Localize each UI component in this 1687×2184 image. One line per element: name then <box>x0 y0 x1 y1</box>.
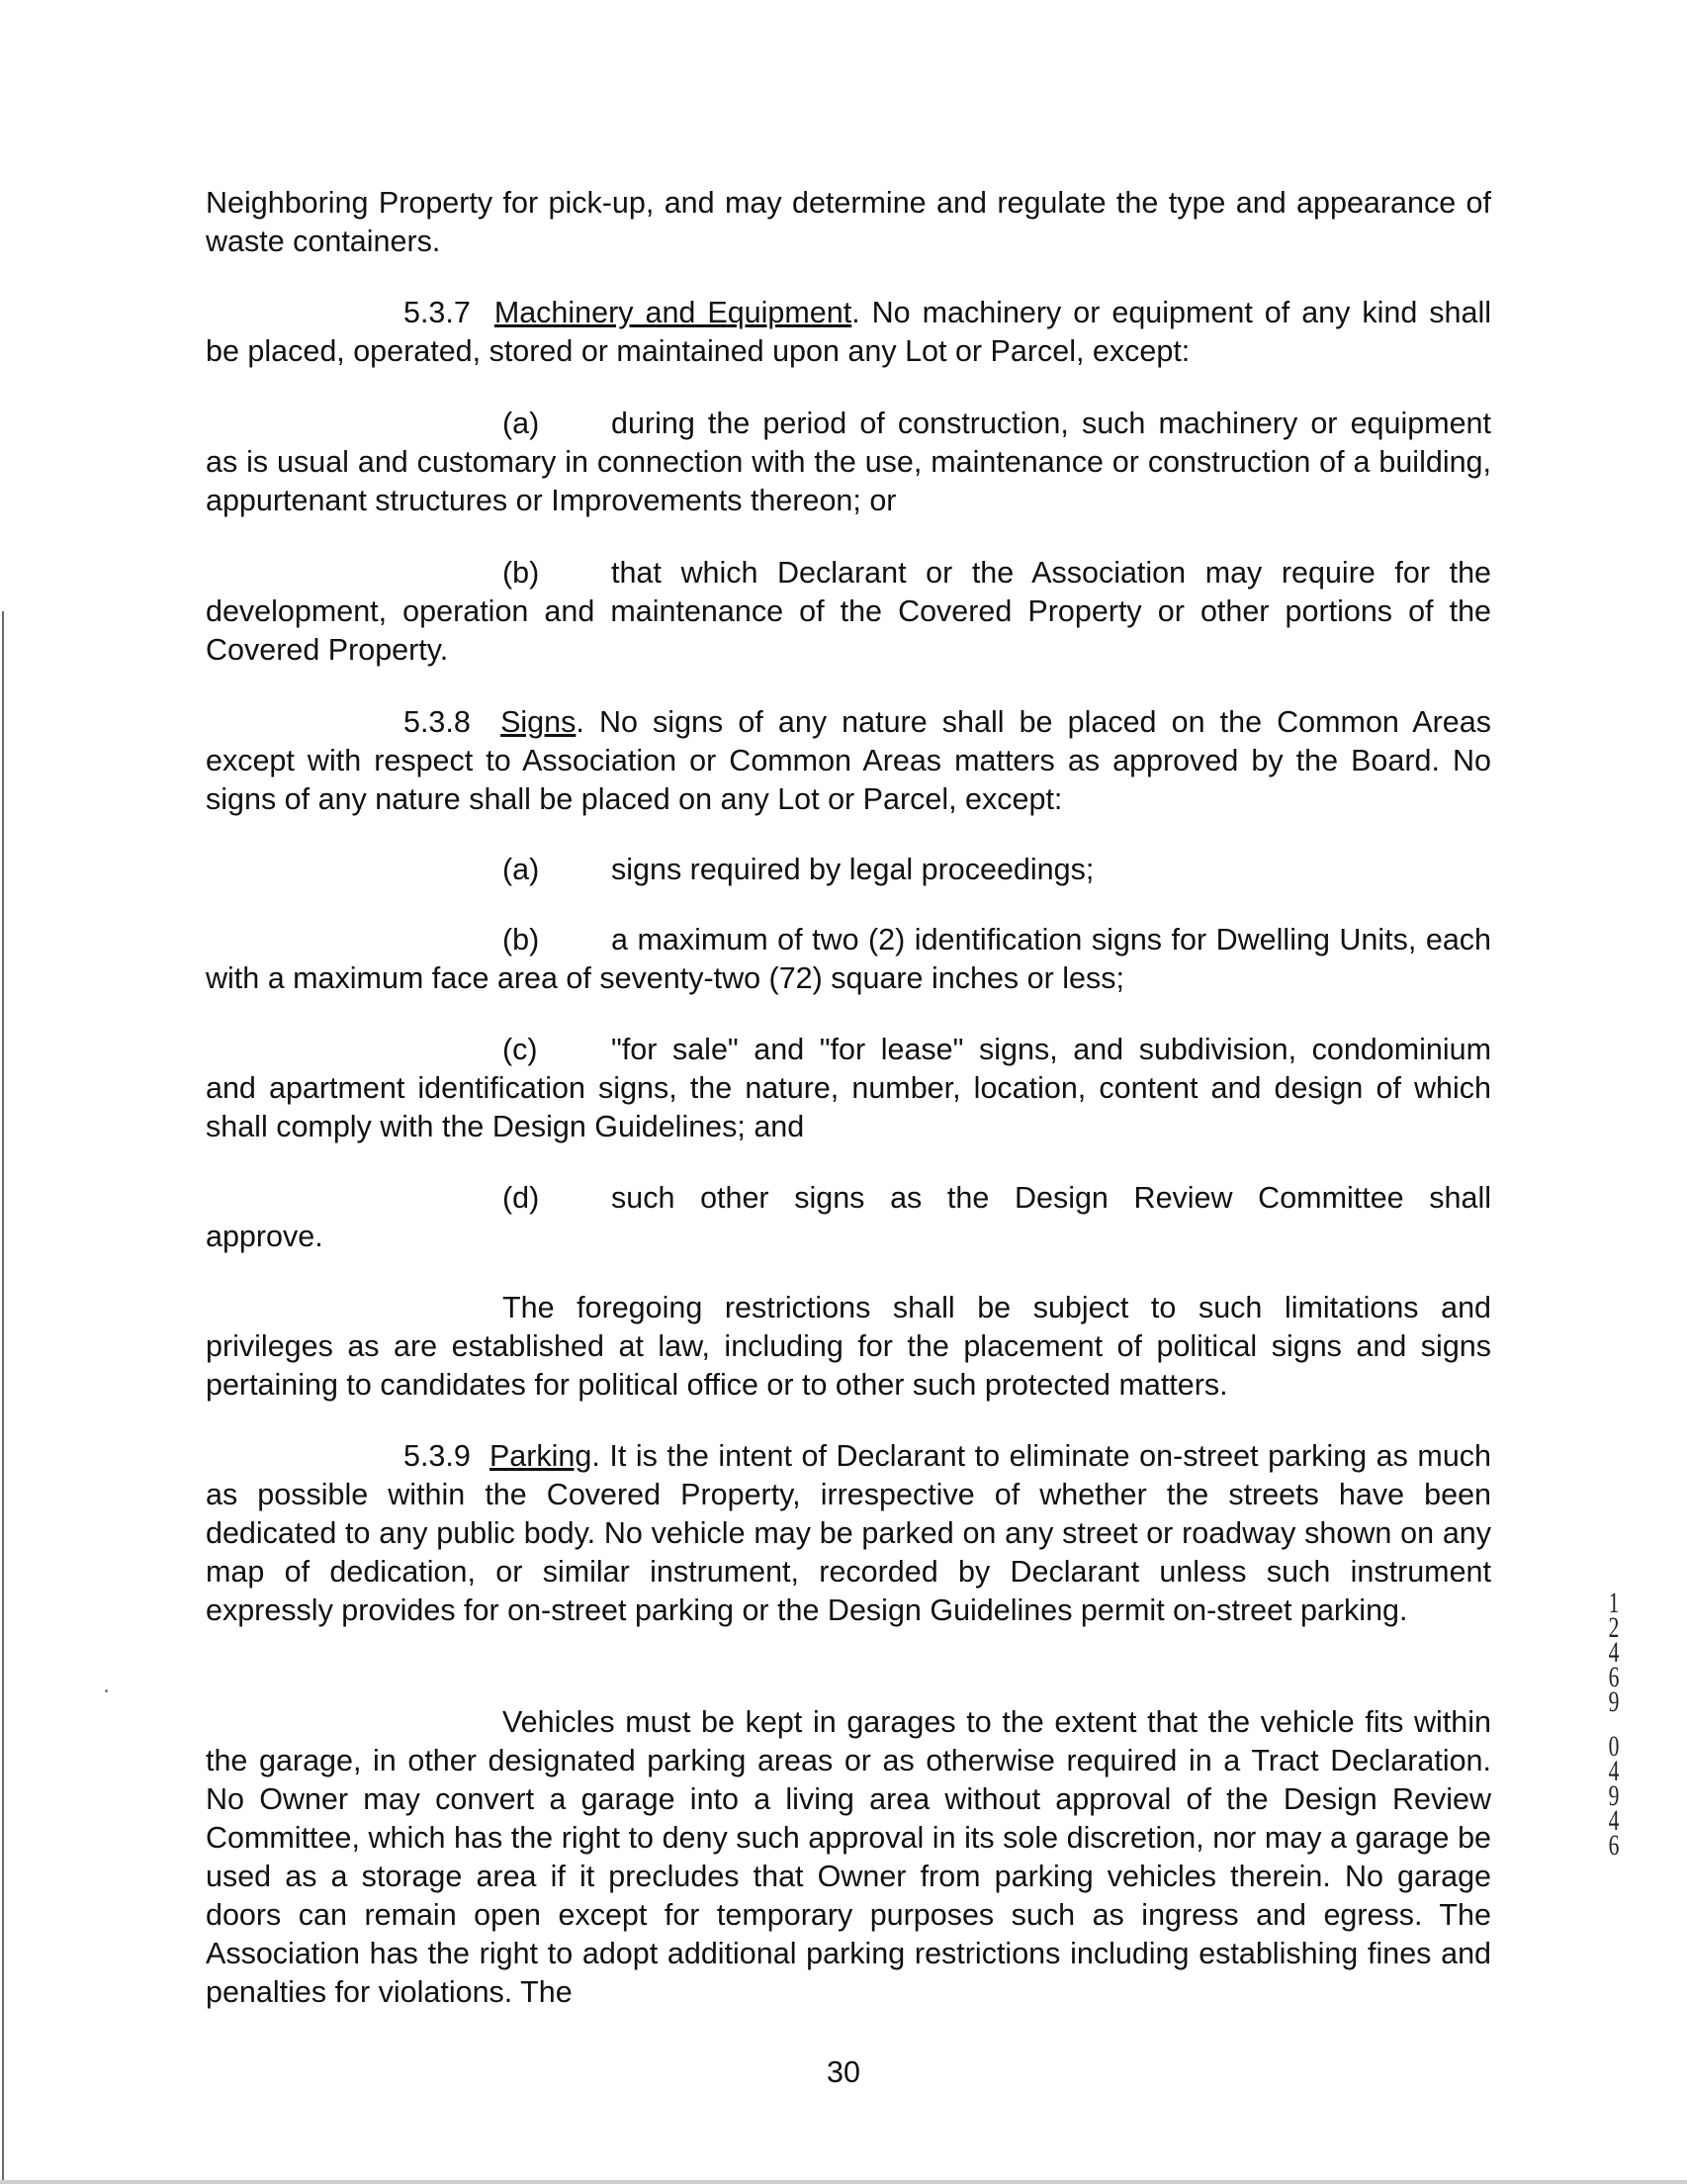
item-label: (b) <box>502 923 540 956</box>
paragraph-5-3-8-b: (b) a maximum of two (2) identification signs for Dwelling Units, each with a maximum face area of seventy-two (72) square inches or less; <box>206 923 1491 995</box>
paragraph-5-3-9: 5.3.9 Parking. It is the intent of Declarant to eliminate on-street parking as much as possible within the Covered Property, irrespective of whether the streets have been dedicated to any public body. No vehicle may be parked on any street or roadway shown on any map of dedication, or similar instrument, recorded by Declarant unless such instrument expressly provides for on-street parking or the Design Guidelines permit on-street parking. <box>206 1439 1491 1627</box>
paragraph-5-3-7: 5.3.7 Machinery and Equipment. No machinery or equipment of any kind shall be placed, operated, stored or maintained upon any Lot or Parcel, except: <box>206 296 1492 368</box>
item-label: (b) <box>502 556 540 590</box>
paragraph-5-3-8-a: (a) signs required by legal proceedings; <box>206 851 1491 889</box>
recording-number-stamp: 1 2 4 6 9 0 4 9 4 6 <box>1608 1587 1620 1862</box>
paragraph-foregoing-restrictions: The foregoing restrictions shall be subject to such limitations and privileges as are established at law, including for the placement of political signs and signs pertaining to candidates for political office or to other such protected matters. <box>206 1291 1491 1402</box>
section-heading: Parking <box>488 1439 592 1473</box>
scan-speck <box>105 1689 108 1692</box>
item-label: (a) <box>502 407 540 440</box>
section-number: 5.3.9 <box>403 1439 471 1473</box>
item-label: (a) <box>502 853 540 886</box>
paragraph-5-3-8-d: (d) such other signs as the Design Review Committee shall <box>206 1179 1491 1218</box>
section-heading: Machinery and Equipment <box>493 296 852 329</box>
paragraph-5-3-7-a: (a) during the period of construction, such machinery or equipment as is usual and customary in connection with the use, maintenance or construction of a building, appurtenant structures or Improvements thereon; or <box>206 407 1491 517</box>
scan-edge-bottom <box>0 2180 1687 2184</box>
paragraph-5-3-7-b: (b) that which Declarant or the Association may require for the development, operation and maintenance of the Covered Property or other portions of the Covered Property. <box>206 556 1491 667</box>
paragraph-5-3-8: 5.3.8 Signs. No signs of any nature shall be placed on the Common Areas except with respect to Association or Common Areas matters as approved by the Board. No signs of any nature shall be placed on any Lot or Parcel, except: <box>206 705 1491 816</box>
item-label: (d) <box>502 1181 540 1215</box>
section-number: 5.3.7 <box>403 296 471 329</box>
paragraph-waste-containers: Neighboring Property for pick-up, and may determine and regulate the type and appearance of waste containers. <box>206 186 1491 258</box>
paragraph-5-3-8-c: (c) "for sale" and "for lease" signs, and subdivision, condominium and apartment identification signs, the nature, number, location, content and design of which shall comply with the Design Guidelines; and <box>206 1033 1491 1143</box>
paragraph-5-3-8-d-continuation: approve. <box>206 1220 323 1253</box>
page-number: 30 <box>827 2055 860 2089</box>
section-heading: Signs <box>500 705 577 739</box>
item-label: (c) <box>502 1033 538 1066</box>
paragraph-vehicles-garages: Vehicles must be kept in garages to the extent that the vehicle fits within the garage, in other designated parking areas or as otherwise required in a Tract Declaration. No Owner may convert a garage into a living area without approval of the Design Review Committee, which has the right to deny such approval in its sole discretion, nor may a garage be used as a storage area if it precludes that Owner from parking vehicles therein. No garage doors can remain open except for temporary purposes such as ingress and egress. The Association has the right to adopt additional parking restrictions including establishing fines and penalties for violations. The <box>206 1705 1491 2009</box>
section-number: 5.3.8 <box>403 705 471 739</box>
scan-edge-left <box>2 611 4 2184</box>
